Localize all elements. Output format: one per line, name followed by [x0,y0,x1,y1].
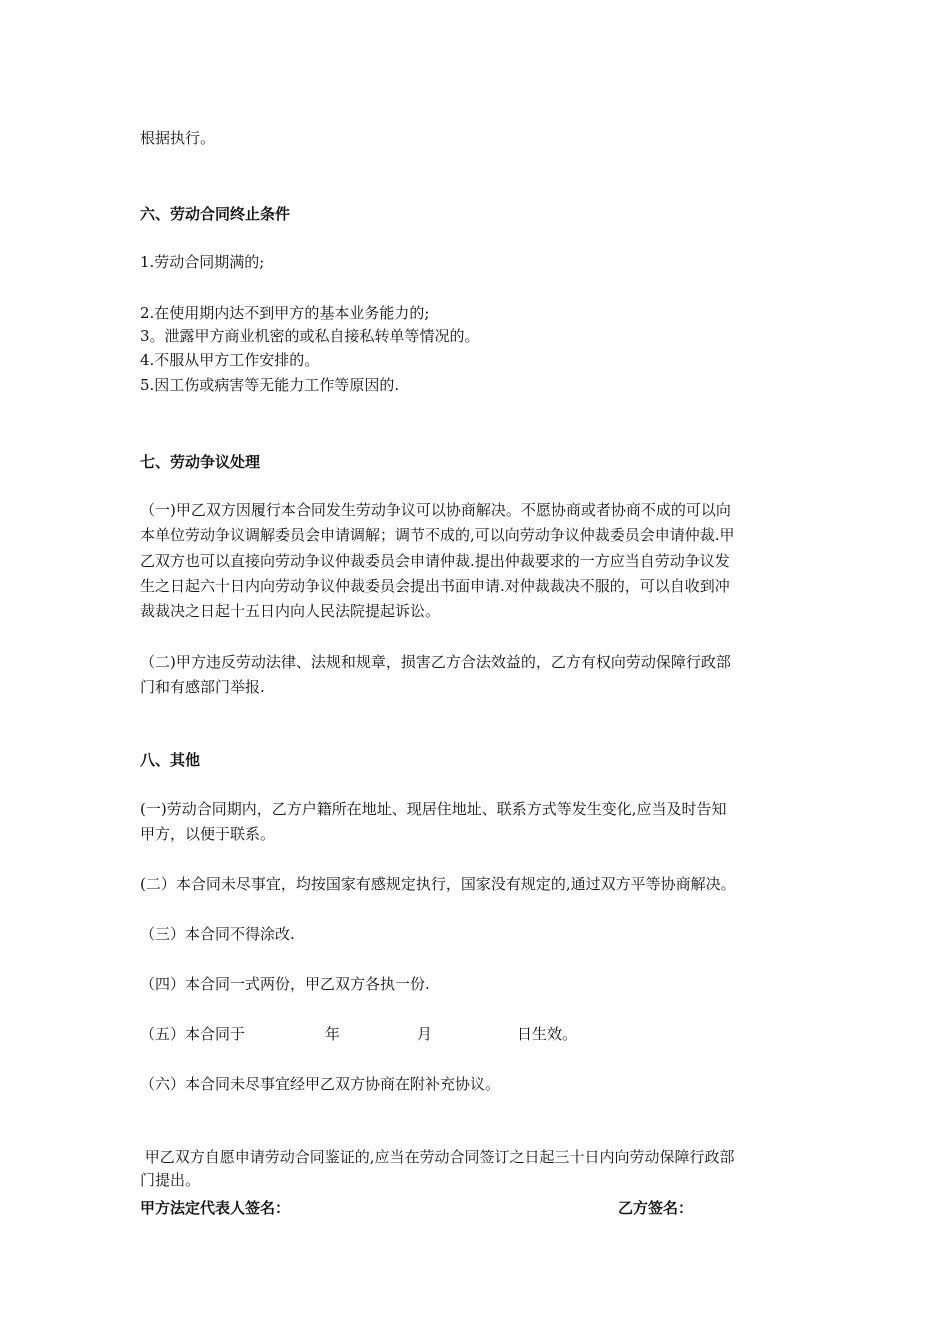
section-7-p2-line: 门和有感部门举报. [140,678,265,696]
closing-line: 门提出。 [140,1171,201,1189]
section-6-item: 2.在使用期内达不到甲方的基本业务能力的; [140,304,430,322]
section-8-p1-line: (一)劳动合同期内，乙方户籍所在地址、现居住地址、联系方式等发生变化,应当及时告知 [140,800,727,818]
continuation-text: 根据执行。 [140,129,216,147]
effective-date-line [140,1024,800,1044]
section-7-p2-line: （二)甲方违反劳动法律、法规和规章，损害乙方合法效益的，乙方有权向劳动保障行政部 [140,653,731,671]
section-8-p6: （六）本合同未尽事宜经甲乙双方协商在附补充协议。 [140,1075,501,1093]
effective-date-prefix: （五）本合同于 [140,1025,246,1043]
section-6-item: 4.不服从甲方工作安排的。 [140,351,320,369]
section-6-item: 5.因工伤或病害等无能力工作等原因的. [140,376,400,394]
section-7-p1-line: 本单位劳动争议调解委员会申请调解；调节不成的,可以向劳动争议仲裁委员会申请仲裁.甲 [140,526,735,544]
effective-date-month-label: 月 [417,1025,433,1043]
section-6-item: 1.劳动合同期满的; [140,253,265,271]
section-7-p1-line: 裁裁决之日起十五日内向人民法院提起诉讼。 [140,602,441,620]
section-6-heading: 六、劳动合同终止条件 [140,205,291,223]
section-8-p2: (二）本合同未尽事宜，均按国家有感规定执行，国家没有规定的,通过双方平等协商解决。 [140,875,736,893]
effective-date-day-label: 日生效。 [517,1025,578,1043]
closing-line: 甲乙双方自愿申请劳动合同鉴证的,应当在劳动合同签订之日起三十日内向劳动保障行政部 [140,1148,735,1166]
section-7-heading: 七、劳动争议处理 [140,453,261,471]
section-7-p1-line: 生之日起六十日内向劳动争议仲裁委员会提出书面申请.对仲裁裁决不服的，可以自收到冲 [140,577,730,595]
party-a-signature-label: 甲方法定代表人签名： [140,1199,291,1217]
section-8-heading: 八、其他 [140,751,201,769]
section-8-p3: （三）本合同不得涂改. [140,925,295,943]
section-7-p1-line: 乙双方也可以直接向劳动争议仲裁委员会申请仲裁.提出仲裁要求的一方应当自劳动争议发 [140,552,730,570]
party-b-signature-label: 乙方签名： [618,1199,694,1217]
effective-date-year-label: 年 [325,1025,341,1043]
section-6-item: 3。泄露甲方商业机密的或私自接私转单等情况的。 [140,327,480,345]
section-8-p1-line: 甲方，以便于联系。 [140,825,276,843]
section-7-p1-line: （一)甲乙双方因履行本合同发生劳动争议可以协商解决。不愿协商或者协商不成的可以向 [140,501,731,519]
section-8-p4: （四）本合同一式两份，甲乙双方各执一份. [140,975,430,993]
